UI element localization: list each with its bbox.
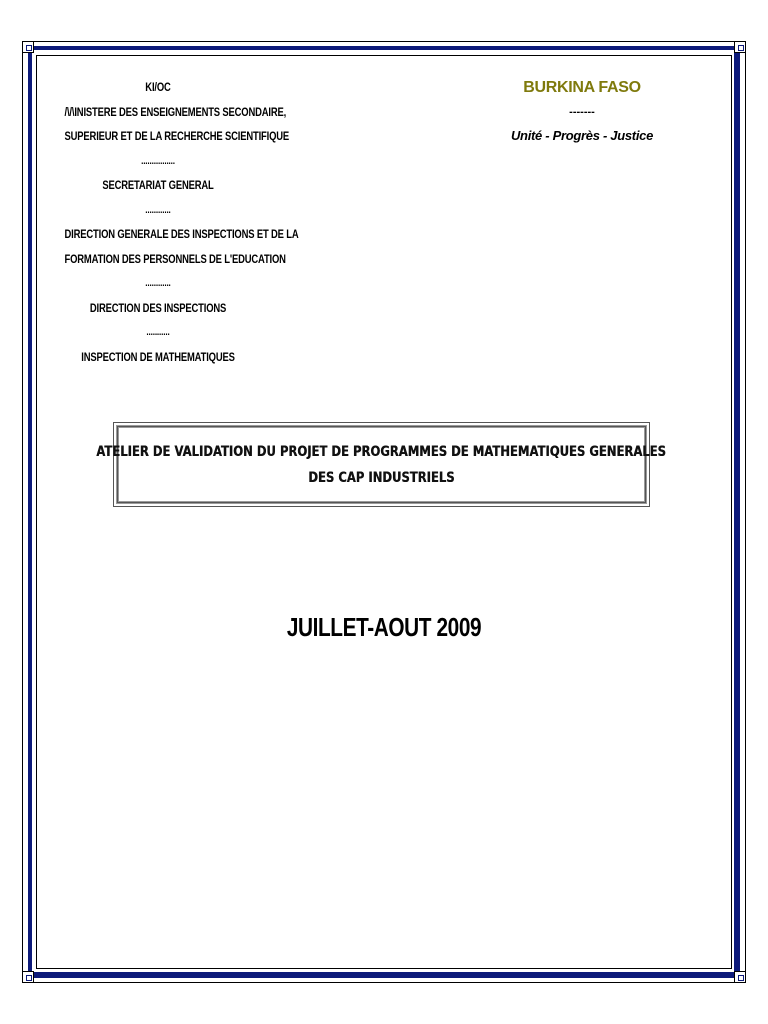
border-corner-top-right [734,41,746,53]
ministry-abbrev: KI/OC [145,82,171,94]
separator-dots: ........... [146,327,170,338]
document-title-box [96,422,667,507]
separator-dots: ............ [145,278,171,289]
border-corner-bottom-left [22,971,34,983]
ministry-name-line2: SUPERIEUR ET DE LA RECHERCHE SCIENTIFIQUE [64,131,290,143]
secretariat-general: SECRETARIAT GENERAL [102,180,214,192]
direction-generale-line1: DIRECTION GENERALE DES INSPECTIONS ET DE LA [64,229,299,241]
ministry-header [64,76,299,370]
inspection-mathematiques: INSPECTION DE MATHEMATIQUES [81,351,235,364]
direction-inspections: DIRECTION DES INSPECTIONS [89,302,227,315]
separator-dots: ............ [145,204,171,216]
separator-dots: ................ [141,155,175,167]
border-corner-bottom-right [734,971,746,983]
border-corner-top-left [22,41,34,53]
country-name: BURKINA FASO [523,79,641,96]
ministry-name-line1: /\/\INISTERE DES ENSEIGNEMENTS SECONDAIRE, [64,106,287,119]
document-date: JUILLET-AOUT 2009 [286,612,482,642]
document-title-line2: DES CAP INDUSTRIELS [308,469,455,486]
country-header [500,76,664,148]
national-motto: Unité - Progrès - Justice [510,128,654,143]
document-title-line1: ATELIER DE VALIDATION DU PROJET DE PROGRAMMES DE MATHEMATIQUES GENERALES [96,443,667,460]
direction-generale-line2: FORMATION DES PERSONNELS DE L'EDUCATION [64,253,286,266]
title-box-inner [96,426,667,503]
country-separator: ------- [569,106,595,118]
